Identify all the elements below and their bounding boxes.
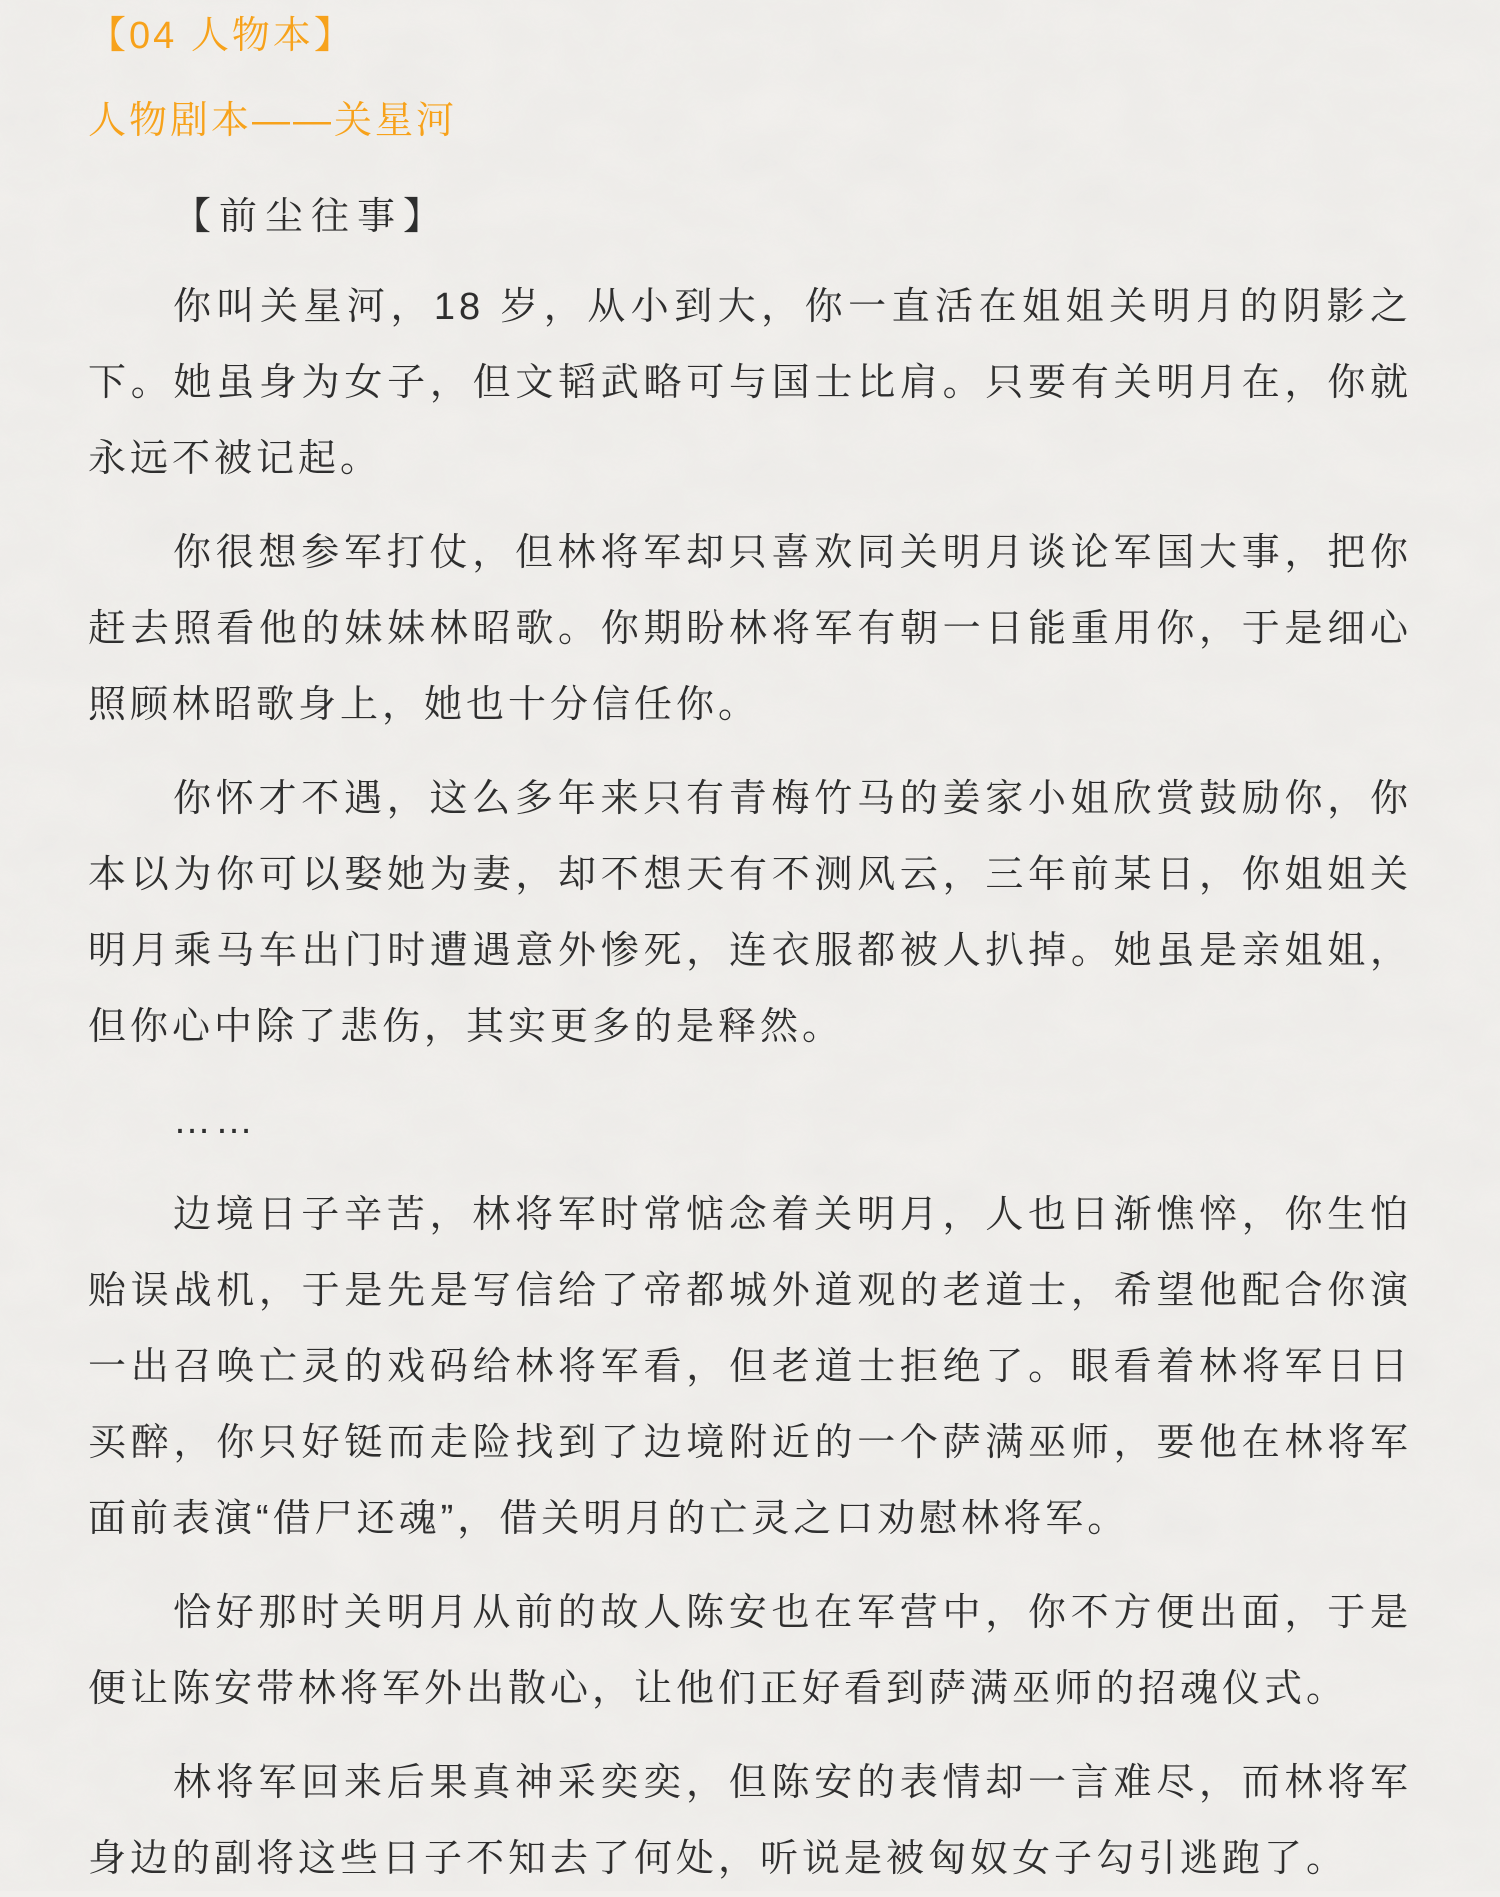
backstory-paragraph-2: 你很想参军打仗，但林将军却只喜欢同关明月谈论军国大事，把你赶去照看他的妹妹林昭歌。你期盼林将军有朝一日能重用你，于是细心照顾林昭歌身上，她也十分信任你。	[88, 532, 1412, 726]
backstory-paragraph-5: 恰好那时关明月从前的故人陈安也在军营中，你不方便出面，于是便让陈安带林将军外出散心，让他们正好看到萨满巫师的招魂仪式。	[88, 1592, 1412, 1710]
backstory-paragraph-1: 你叫关星河，18 岁，从小到大，你一直活在姐姐关明月的阴影之下。她虽身为女子，但文韬武略可与国士比肩。只要有关明月在，你就永远不被记起。	[88, 286, 1412, 480]
ellipsis-separator: ……	[173, 1100, 257, 1142]
section-heading: 【04 人物本】	[88, 15, 355, 57]
chapter-heading: 【前尘往事】	[173, 196, 450, 238]
backstory-paragraph-6: 林将军回来后果真神采奕奕，但陈安的表情却一言难尽，而林将军身边的副将这些日子不知去了何处，听说是被匈奴女子勾引逃跑了。	[88, 1762, 1412, 1880]
backstory-paragraph-3: 你怀才不遇，这么多年来只有青梅竹马的姜家小姐欣赏鼓励你，你本以为你可以娶她为妻，却不想天有不测风云，三年前某日，你姐姐关明月乘马车出门时遭遇意外惨死，连衣服都被人扒掉。她虽是亲姐姐，但你心中除了悲伤，其实更多的是释然。	[88, 778, 1412, 1048]
script-title: 人物剧本——关星河	[88, 100, 458, 142]
backstory-paragraph-4: 边境日子辛苦，林将军时常惦念着关明月，人也日渐憔悴，你生怕贻误战机，于是先是写信给了帝都城外道观的老道士，希望他配合你演一出召唤亡灵的戏码给林将军看，但老道士拒绝了。眼看着林将军日日买醉，你只好铤而走险找到了边境附近的一个萨满巫师，要他在林将军面前表演“借尸还魂”，借关明月的亡灵之口劝慰林将军。	[88, 1194, 1412, 1540]
